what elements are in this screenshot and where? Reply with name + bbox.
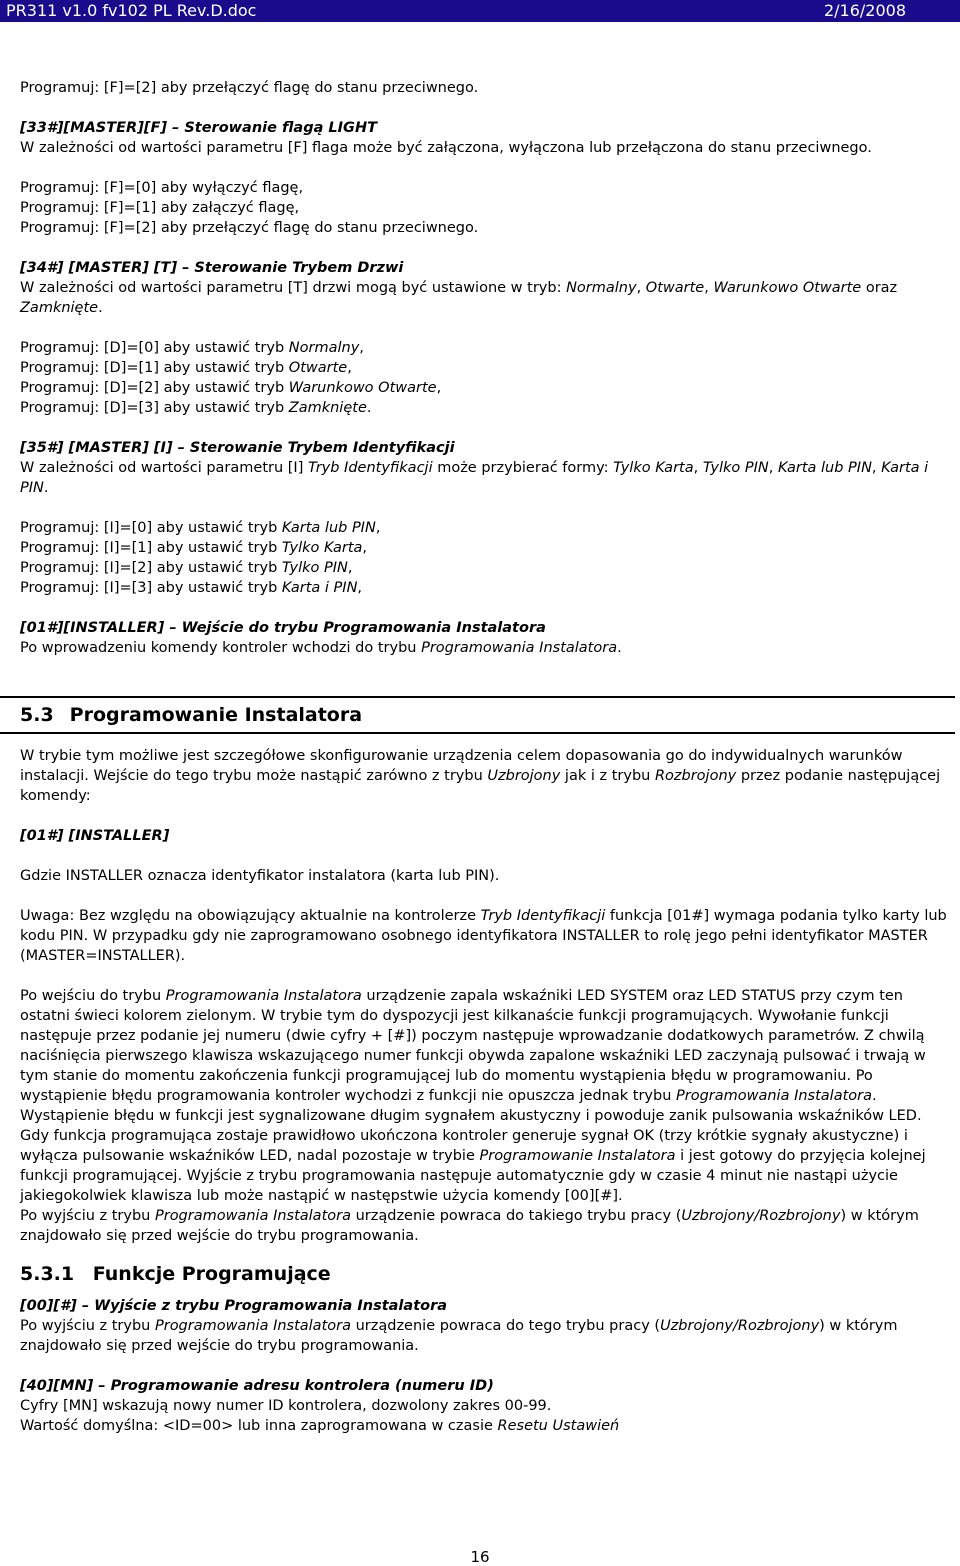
program-line: Programuj: [D]=[1] aby ustawić tryb Otwarte, — [20, 360, 352, 376]
function-description-01: Po wprowadzeniu komendy kontroler wchodzi do trybu Programowania Instalatora. — [20, 640, 622, 656]
function-description-40: Cyfry [MN] wskazują nowy numer ID kontrolera, dozwolony zakres 00-99. — [20, 1398, 552, 1414]
function-heading-35: [35#] [MASTER] [I] – Sterowanie Trybem Identyfikacji — [20, 440, 455, 456]
program-line: Programuj: [I]=[1] aby ustawić tryb Tylko Karta, — [20, 540, 367, 556]
document-date: 2/16/2008 — [823, 1, 906, 20]
function-heading-01: [01#][INSTALLER] – Wejście do trybu Programowania Instalatora — [20, 620, 546, 636]
page-number: 16 — [470, 1548, 490, 1566]
function-description-34: W zależności od wartości parametru [T] drzwi mogą być ustawione w tryb: Normalny, Otwarte, Warunkowo Otwarte oraz Zamknięte. — [20, 280, 898, 316]
program-line: Programuj: [F]=[1] aby załączyć flagę, — [20, 200, 300, 216]
paragraph: Programuj: [F]=[2] aby przełączyć flagę do stanu przeciwnego. — [20, 80, 479, 96]
paragraph: Gdzie INSTALLER oznacza identyfikator instalatora (karta lub PIN). — [20, 868, 500, 884]
installer-command: [01#] [INSTALLER] — [20, 828, 170, 844]
note-paragraph: Uwaga: Bez względu na obowiązujący aktualnie na kontrolerze Tryb Identyfikacji funkcja [01#] wymaga podania tylko karty lub kodu PIN. W przypadku gdy nie zaprogramowano osobnego identyfikatora INSTALLER to rolę jego pełni identyfikator MASTER (MASTER=INSTALLER). — [20, 908, 947, 964]
function-description-33: W zależności od wartości parametru [F] flaga może być załączona, wyłączona lub przełączona do stanu przeciwnego. — [20, 140, 872, 156]
program-line: Programuj: [F]=[0] aby wyłączyć flagę, — [20, 180, 304, 196]
paragraph: Po wyjściu z trybu Programowania Instalatora urządzenie powraca do takiego trybu pracy (Uzbrojony/Rozbrojony) w którym znajdowało się przed wejście do trybu programowania. — [20, 1208, 919, 1244]
function-description-35: W zależności od wartości parametru [I] Tryb Identyfikacji może przybierać formy: Tylko Karta, Tylko PIN, Karta lub PIN, Karta i PIN. — [20, 460, 929, 496]
function-heading-40: [40][MN] – Programowanie adresu kontrolera (numeru ID) — [20, 1378, 494, 1394]
program-line: Programuj: [I]=[2] aby ustawić tryb Tylko PIN, — [20, 560, 353, 576]
document-filename: PR311 v1.0 fv102 PL Rev.D.doc — [6, 1, 257, 20]
function-heading-00: [00][#] – Wyjście z trybu Programowania Instalatora — [20, 1298, 448, 1314]
paragraph: Po wejściu do trybu Programowania Instalatora urządzenie zapala wskaźniki LED SYSTEM oraz LED STATUS przy czym ten ostatni świeci kolorem zielonym. W trybie tym do dyspozycji jest kilkanaście funkcji programujących. Wywołanie funkcji następuje przez podanie jej numeru (dwie cyfry + [#]) poczym następuje wprowadzanie dodatkowych parametrów. Z chwilą naciśnięcia pierwszego klawisza wskazującego numer funkcji obywda zapalone wskaźniki LED zaczynają pulsować i trwają w tym stanie do momentu zakończenia funkcji programującej lub do momentu wystąpienia błędu w programowaniu. Po wystąpienie błędu programowania kontroler wychodzi z funkcji nie opuszcza jednak trybu Programowania Instalatora. Wystąpienie błędu w funkcji jest sygnalizowane długim sygnałem akustyczny i powoduje zanik pulsowania wskaźników LED. Gdy funkcja programująca zostaje prawidłowo ukończona kontroler generuje sygnał OK (trzy krótkie sygnały akustyczne) i wyłącza pulsowanie wskaźników LED, nadal pozostaje w trybie Programowanie Instalatora i jest gotowy do przyjęcia kolejnej funkcji programującej. Wyjście z trybu programowania następuje automatycznie gdy w czasie 4 minut nie nastąpi użycie jakiegokolwiek klawisza lub może nastąpić w następstwie użycia komendy [00][#]. — [20, 988, 926, 1204]
program-line: Programuj: [I]=[3] aby ustawić tryb Karta i PIN, — [20, 580, 363, 596]
document-header — [0, 0, 960, 22]
program-line: Programuj: [F]=[2] aby przełączyć flagę do stanu przeciwnego. — [20, 220, 479, 236]
section-heading-5-3 — [0, 696, 955, 734]
function-default-40: Wartość domyślna: <ID=00> lub inna zaprogramowana w czasie Resetu Ustawień — [20, 1418, 620, 1434]
section-number: 5.3 — [20, 704, 54, 726]
function-heading-33: [33#][MASTER][F] – Sterowanie flagą LIGHT — [20, 120, 377, 136]
program-line: Programuj: [D]=[2] aby ustawić tryb Warunkowo Otwarte, — [20, 380, 442, 396]
section-title: Programowanie Instalatora — [69, 704, 363, 726]
paragraph: W trybie tym możliwe jest szczegółowe skonfigurowanie urządzenia celem dopasowania go do indywidualnych warunków instalacji. Wejście do tego trybu może nastąpić zarówno z trybu Uzbrojony jak i z trybu Rozbrojony przez podanie następującej komendy: — [20, 748, 941, 804]
program-line: Programuj: [D]=[0] aby ustawić tryb Normalny, — [20, 340, 364, 356]
section-number: 5.3.1 — [20, 1263, 75, 1285]
function-description-00: Po wyjściu z trybu Programowania Instalatora urządzenie powraca do tego trybu pracy (Uzbrojony/Rozbrojony) w którym znajdowało się przed wejście do trybu programowania. — [20, 1318, 898, 1354]
section-heading-5-3-1 — [20, 1264, 950, 1284]
function-heading-34: [34#] [MASTER] [T] – Sterowanie Trybem Drzwi — [20, 260, 404, 276]
program-line: Programuj: [D]=[3] aby ustawić tryb Zamknięte. — [20, 400, 372, 416]
program-line: Programuj: [I]=[0] aby ustawić tryb Karta lub PIN, — [20, 520, 381, 536]
section-title: Funkcje Programujące — [92, 1263, 331, 1285]
document-body — [20, 78, 950, 1436]
